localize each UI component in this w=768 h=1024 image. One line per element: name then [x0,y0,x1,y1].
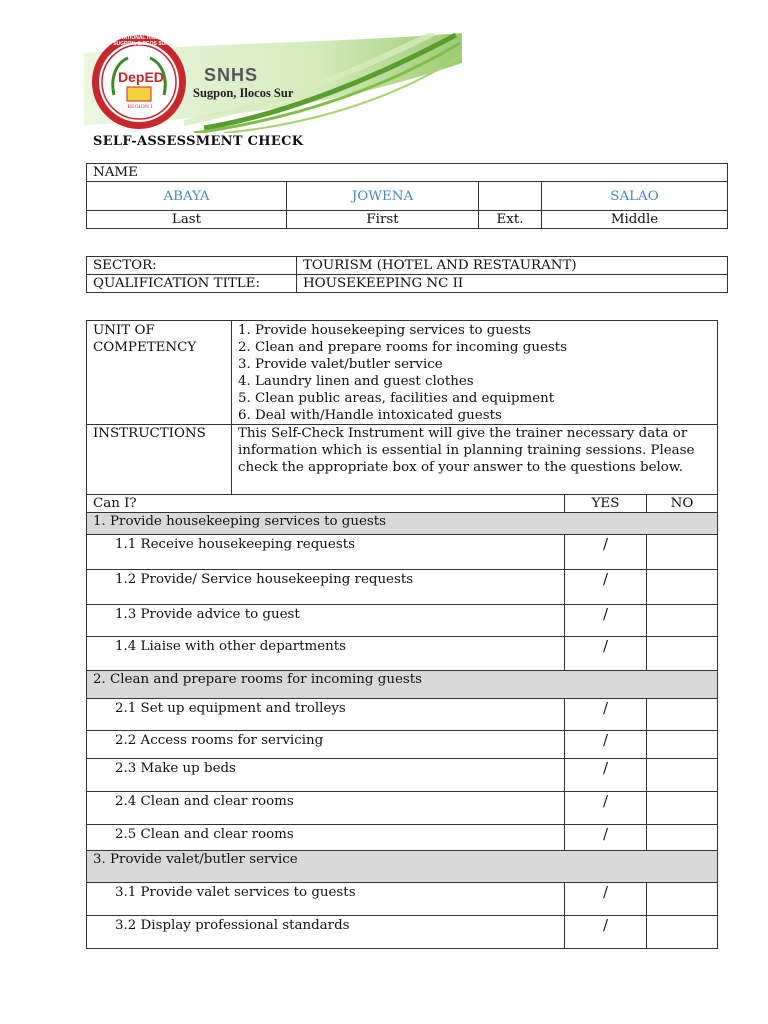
no-checkbox[interactable] [647,825,718,851]
checklist-item-row [87,535,718,570]
checklist-item-row [87,916,718,949]
school-location: Sugpon, Ilocos Sur [193,86,294,100]
school-abbr: SNHS [204,65,259,85]
no-checkbox[interactable] [647,637,718,671]
competency-unit: 2. Clean and prepare rooms for incoming guests [238,340,567,355]
section-header-row [87,513,718,535]
checklist-item-row [87,637,718,671]
checklist-item-label: 2.5 Clean and clear rooms [87,825,565,851]
instructions-label: INSTRUCTIONS [87,425,232,495]
checklist-item-label: 3.2 Display professional standards [87,916,565,949]
yes-checkbox[interactable]: / [565,535,647,570]
checklist-item-row [87,570,718,605]
section-header-row [87,671,718,699]
name-label: NAME [87,164,728,182]
no-checkbox[interactable] [647,916,718,949]
middle-caption: Middle [542,211,728,229]
first-caption: First [287,211,479,229]
qualification-label: QUALIFICATION TITLE: [87,275,297,293]
sector-table [86,256,728,293]
qualification-value: HOUSEKEEPING NC II [297,275,728,293]
competency-unit: 5. Clean public areas, facilities and equipment [238,391,555,406]
competency-label: UNIT OF COMPETENCY [87,321,232,425]
name-table [86,163,728,229]
no-checkbox[interactable] [647,759,718,792]
first-name-value: JOWENA [287,182,479,211]
yes-checkbox[interactable]: / [565,792,647,825]
checklist-item-label: 2.4 Clean and clear rooms [87,792,565,825]
yes-checkbox[interactable]: / [565,883,647,916]
sector-value: TOURISM (HOTEL AND RESTAURANT) [297,257,728,275]
no-checkbox[interactable] [647,731,718,759]
checklist-item-label: 1.1 Receive housekeeping requests [87,535,565,570]
school-header-banner [84,33,462,133]
checklist-item-label: 3.1 Provide valet services to guests [87,883,565,916]
instructions-text: This Self-Check Instrument will give the trainer necessary data or information which is essential in planning training sessions. Please check the appropriate box of your answer to the questions below. [232,425,718,495]
instructions-row [87,425,718,495]
last-name-value: ABAYA [87,182,287,211]
checklist-item-label: 1.4 Liaise with other departments [87,637,565,671]
seal-region: REGION I [127,104,153,110]
yes-checkbox[interactable]: / [565,916,647,949]
checklist-item-row [87,759,718,792]
section-title: 1. Provide housekeeping services to guests [87,513,718,535]
checklist-item-label: 1.3 Provide advice to guest [87,605,565,637]
competency-unit: 1. Provide housekeeping services to guests [238,323,532,338]
competency-list [232,321,718,425]
yes-checkbox[interactable]: / [565,637,647,671]
competency-unit: 6. Deal with/Handle intoxicated guests [238,408,502,423]
no-checkbox[interactable] [647,605,718,637]
sector-label: SECTOR: [87,257,297,275]
yes-checkbox[interactable]: / [565,825,647,851]
middle-name-value: SALAO [542,182,728,211]
last-caption: Last [87,211,287,229]
checklist-item-row [87,883,718,916]
yes-checkbox[interactable]: / [565,731,647,759]
seal-brand: DepED [118,69,164,85]
checklist-item-label: 2.3 Make up beds [87,759,565,792]
ext-caption: Ext. [479,211,542,229]
competency-unit: 4. Laundry linen and guest clothes [238,374,474,389]
checklist-item-row [87,605,718,637]
no-header: NO [647,495,718,513]
checklist-item-label: 1.2 Provide/ Service housekeeping requests [87,570,565,605]
section-title: 2. Clean and prepare rooms for incoming guests [87,671,718,699]
no-checkbox[interactable] [647,883,718,916]
no-checkbox[interactable] [647,792,718,825]
ext-name-value [479,182,542,211]
no-checkbox[interactable] [647,535,718,570]
checklist-item-row [87,699,718,731]
competency-row [87,321,718,425]
checklist-header-row [87,495,718,513]
checklist-item-label: 2.2 Access rooms for servicing [87,731,565,759]
seal-text: SUGPON NATIONAL HIGH SCHOOL · SUGPON, ILOCOS SUR [96,35,186,47]
no-checkbox[interactable] [647,570,718,605]
section-title: 3. Provide valet/butler service [87,851,718,883]
self-check-table [86,320,718,949]
question-header: Can I? [87,495,565,513]
no-checkbox[interactable] [647,699,718,731]
document-title: SELF-ASSESSMENT CHECK [93,134,304,149]
section-header-row [87,851,718,883]
yes-checkbox[interactable]: / [565,699,647,731]
yes-checkbox[interactable]: / [565,759,647,792]
checklist-item-row [87,731,718,759]
checklist-item-row [87,792,718,825]
yes-header: YES [565,495,647,513]
checklist-item-row [87,825,718,851]
checklist-item-label: 2.1 Set up equipment and trolleys [87,699,565,731]
yes-checkbox[interactable]: / [565,605,647,637]
competency-unit: 3. Provide valet/butler service [238,357,443,372]
yes-checkbox[interactable]: / [565,570,647,605]
